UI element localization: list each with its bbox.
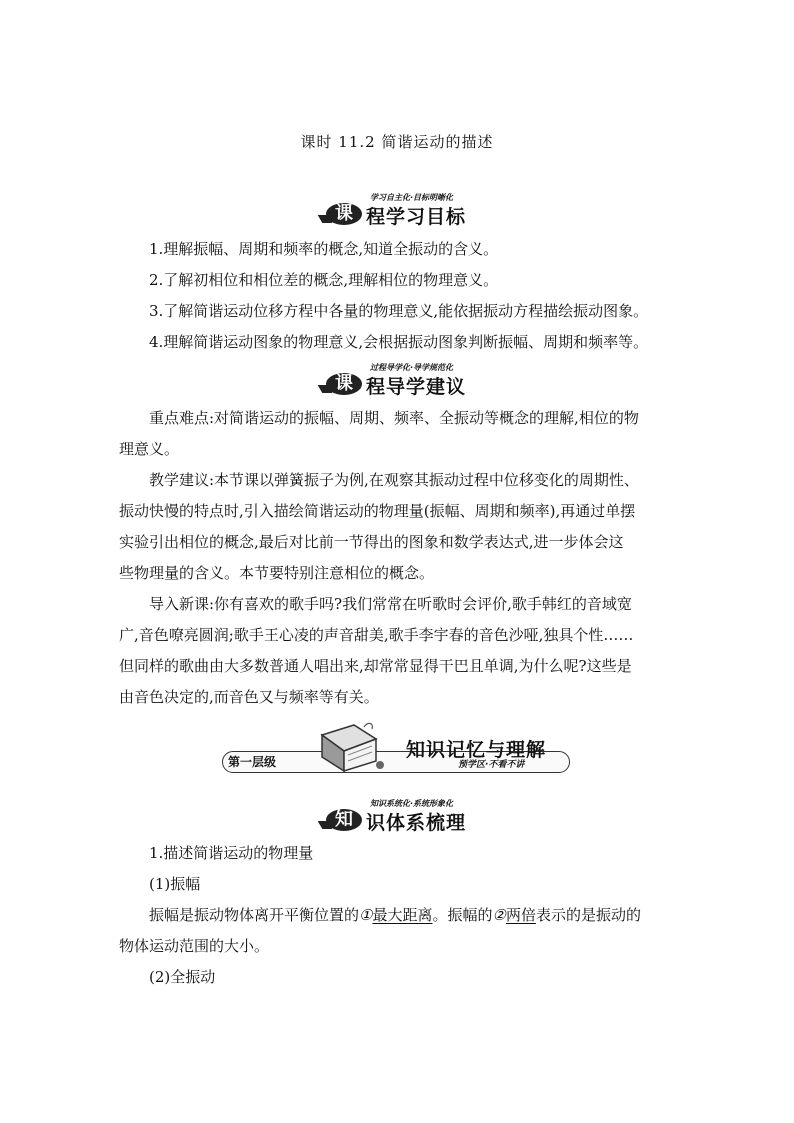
heading-tagline: 学习自主化·目标明晰化 [370, 193, 454, 202]
advice-line-3: 实验引出相位的概念,最后对比前一节得出的图象和数学表达式,进一步体会这 [119, 533, 624, 551]
knowledge-item-1: 1.描述简谐运动的物理量 [149, 844, 314, 862]
advice-line-4: 些物理量的含义。本节要特别注意相位的概念。 [119, 564, 435, 582]
blank-number: ② [492, 906, 506, 924]
goal-item-4: 4.理解简谐运动图象的物理意义,会根据振动图象判断振幅、周期和频率等。 [149, 333, 649, 351]
heading-text: 识体系梳理 [366, 812, 467, 834]
amplitude-definition [149, 904, 641, 925]
goal-item-3: 3.了解简谐运动位移方程中各量的物理意义,能依据振动方程描绘振动图象。 [149, 302, 649, 320]
speech-bubble-icon: 课 [326, 373, 362, 395]
subheading-amplitude: (1)振幅 [149, 875, 201, 893]
heading-tagline: 知识系统化·系统形象化 [370, 799, 454, 808]
level-banner [222, 717, 572, 779]
heading-text: 程导学建议 [366, 376, 467, 398]
blank-number: ① [359, 906, 373, 924]
advice-line-1: 教学建议:本节课以弹簧振子为例,在观察其振动过程中位移变化的周期性、 [149, 471, 639, 489]
text-fragment: 。振幅的 [432, 906, 493, 924]
answer-blank: 最大距离 [372, 906, 433, 924]
key-points-line-1: 重点难点:对简谐运动的振幅、周期、频率、全振动等概念的理解,相位的物 [149, 409, 639, 427]
banner-level: 第一层级 [228, 755, 277, 769]
section-heading-guidance [326, 363, 486, 397]
goal-item-1: 1.理解振幅、周期和频率的概念,知道全振动的含义。 [149, 240, 499, 258]
amplitude-definition-line-2: 物体运动范围的大小。 [119, 937, 270, 955]
advice-line-2: 振动快慢的特点时,引入描绘简谐运动的物理量(振幅、周期和频率),再通过单摆 [119, 502, 636, 520]
book-icon [314, 721, 384, 773]
answer-blank: 两倍 [505, 906, 536, 924]
goal-item-2: 2.了解初相位和相位差的概念,理解相位的物理意义。 [149, 271, 499, 289]
speech-bubble-icon: 知 [326, 809, 362, 831]
key-points-line-2: 理意义。 [119, 440, 180, 458]
banner-title: 知识记忆与理解 [406, 739, 547, 761]
banner-subtitle: 预学区·不看不讲 [458, 760, 525, 770]
subheading-full-vibration: (2)全振动 [149, 968, 216, 986]
intro-line-2: 广,音色嘹亮圆润;歌手王心凌的声音甜美,歌手李宇春的音色沙哑,独具个性…… [119, 626, 634, 644]
page-title: 课时 11.2 简谐运动的描述 [300, 133, 494, 151]
section-heading-learning-goals [326, 193, 486, 227]
section-heading-knowledge-system [326, 799, 486, 833]
heading-tagline: 过程导学化·导学规范化 [370, 363, 454, 372]
intro-line-4: 由音色决定的,而音色又与频率等有关。 [119, 688, 379, 706]
intro-line-3: 但同样的歌曲由大多数普通人唱出来,却常常显得干巴且单调,为什么呢?这些是 [119, 657, 632, 675]
heading-text: 程学习目标 [366, 206, 467, 228]
text-fragment: 振幅是振动物体离开平衡位置的 [149, 906, 360, 924]
text-fragment: 表示的是振动的 [535, 906, 641, 924]
speech-bubble-icon: 课 [326, 203, 362, 225]
intro-line-1: 导入新课:你有喜欢的歌手吗?我们常常在听歌时会评价,歌手韩红的音域宽 [149, 595, 632, 613]
